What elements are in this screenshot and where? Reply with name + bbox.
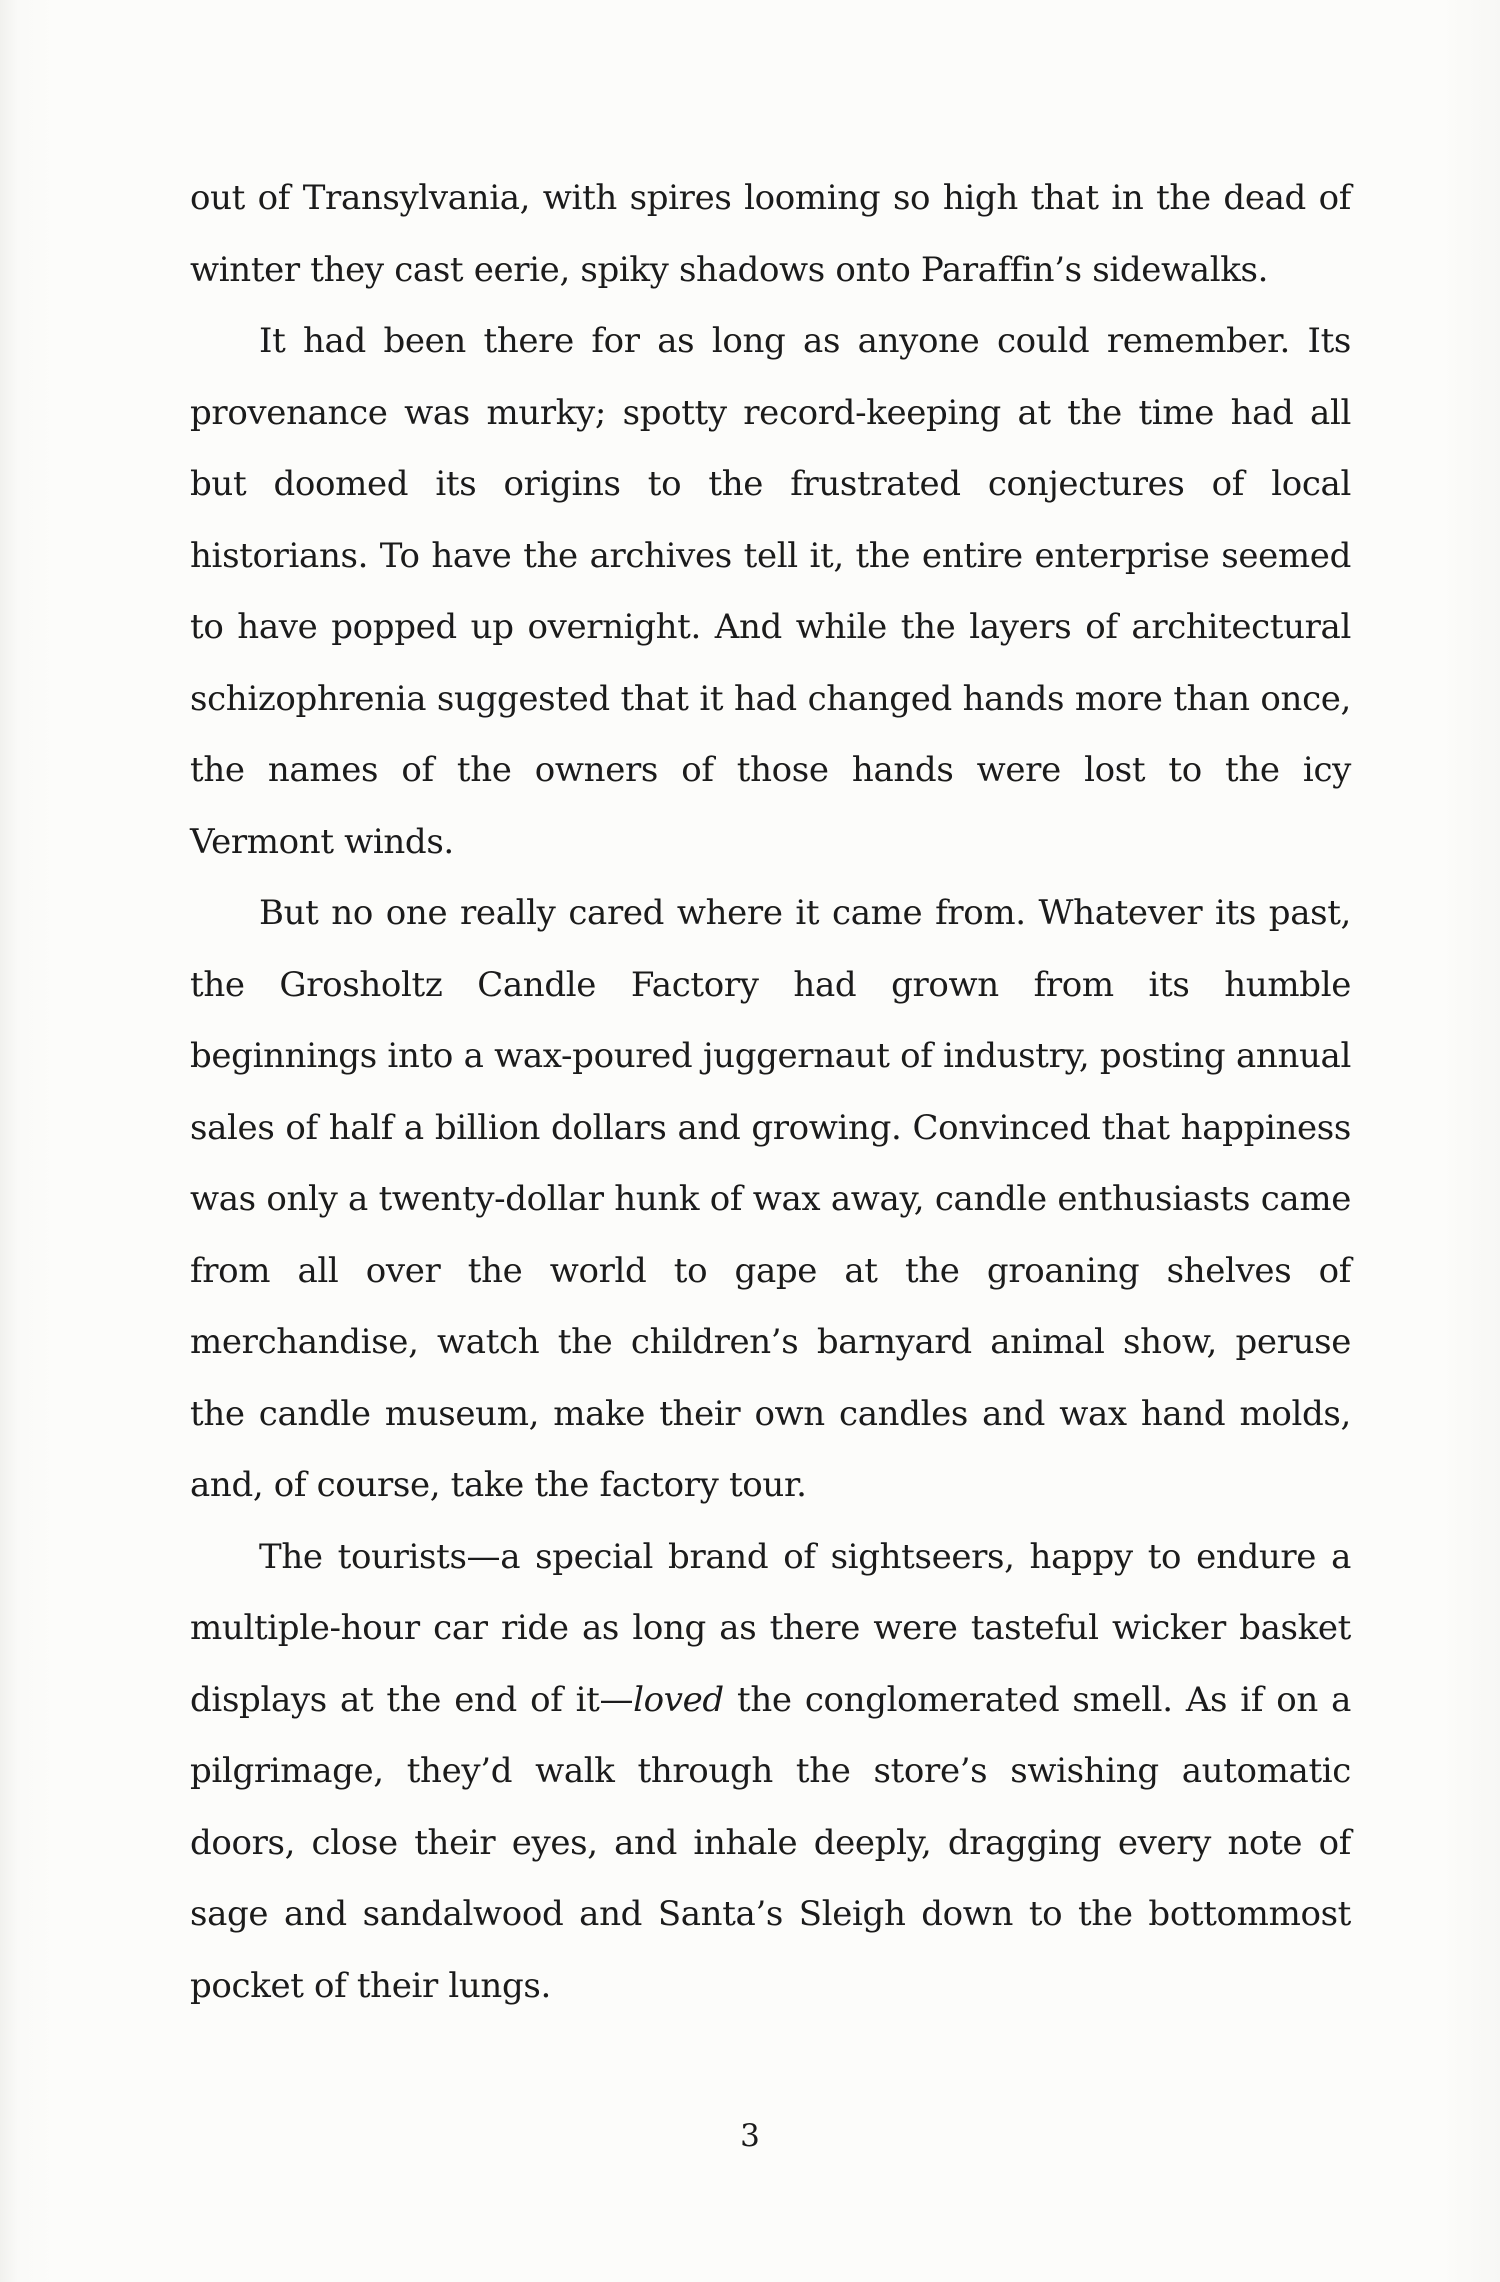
paragraph-4-text-end: the conglomerated smell. As if on a pilgrimage, they’d walk through the store’s swishing automatic doors, close their eyes, and inhale deeply, dragging every note of sage and sandalwood and Santa’s Sleigh down to the bottommost pocket of their lungs.	[190, 1679, 1351, 2006]
paragraph-4	[190, 1522, 1351, 2023]
paragraph-4-emphasis: loved	[633, 1679, 724, 1720]
paragraph-4-text-start: The tourists—a special brand of sightseers, happy to endure a multiple-hour car ride as long as there were tasteful wicker basket displays at the end of it—	[190, 1536, 1351, 1720]
paragraph-2-text: It had been there for as long as anyone could remember. Its provenance was murky; spotty record-keeping at the time had all but doomed its origins to the frustrated conjectures of local historians. To have the archives tell it, the entire enterprise seemed to have popped up overnight. And while the layers of architectural schizophrenia suggested that it had changed hands more than once, the names of the owners of those hands were lost to the icy Vermont winds.	[190, 321, 1351, 862]
paragraph-1	[190, 163, 1351, 306]
paragraph-2	[190, 306, 1351, 878]
page-number: 3	[740, 2118, 760, 2154]
body-text	[190, 163, 1351, 2022]
paragraph-3	[190, 878, 1351, 1522]
paragraph-3-text: But no one really cared where it came from. Whatever its past, the Grosholtz Candle Factory had grown from its humble beginnings into a wax-poured juggernaut of industry, posting annual sales of half a billion dollars and growing. Convinced that happiness was only a twenty-dollar hunk of wax away, candle enthusiasts came from all over the world to gape at the groaning shelves of merchandise, watch the children’s barnyard animal show, peruse the candle museum, make their own candles and wax hand molds, and, of course, take the factory tour.	[190, 893, 1351, 1505]
paragraph-1-text: out of Transylvania, with spires looming so high that in the dead of winter they cast eerie, spiky shadows onto Paraffin’s sidewalks.	[190, 178, 1351, 290]
